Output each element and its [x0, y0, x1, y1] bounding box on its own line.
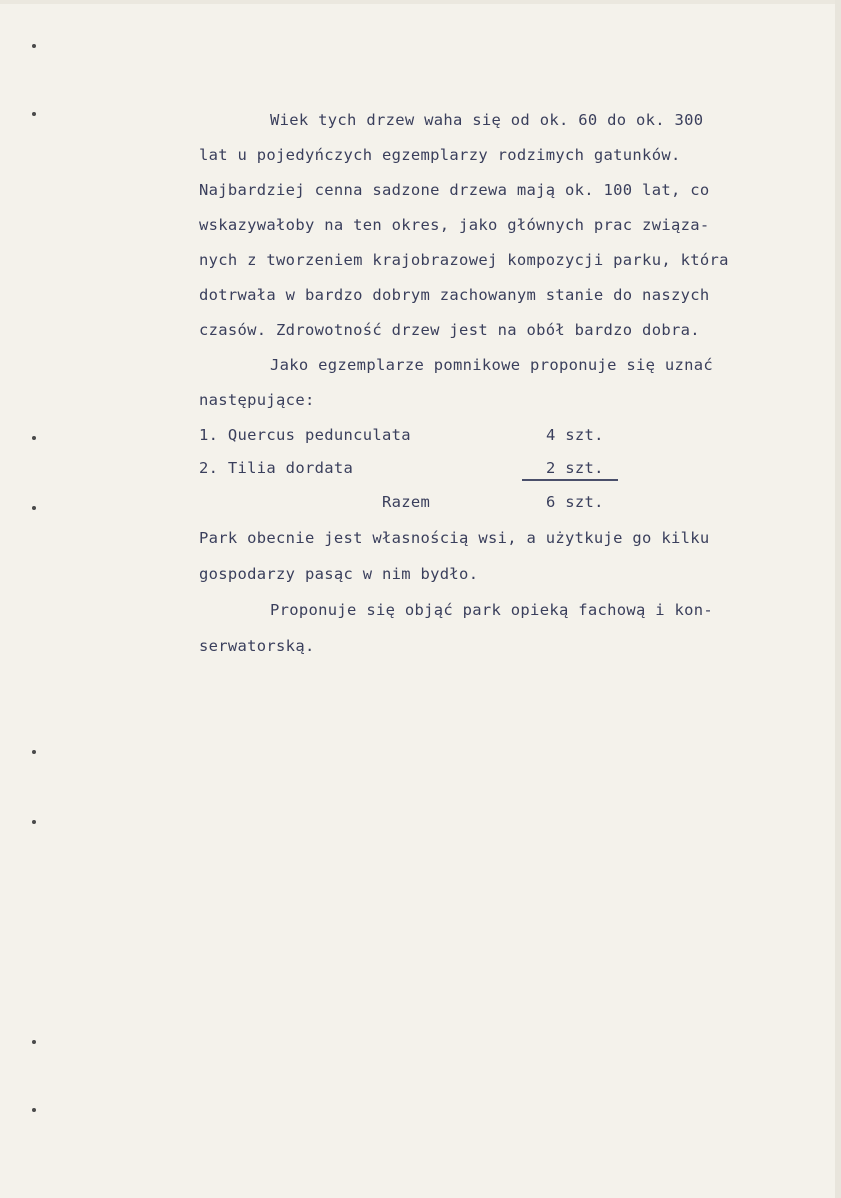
text-line: lat u pojedyńczych egzemplarzy rodzimych gatunków.	[199, 146, 681, 164]
text-line: wskazywałoby na ten okres, jako głównych prac związa-	[199, 216, 710, 234]
page-edge-right	[835, 0, 841, 1198]
page-edge-top	[0, 0, 841, 4]
text-line: gospodarzy pasąc w nim bydło.	[199, 565, 479, 583]
margin-mark	[32, 750, 36, 754]
list-item-qty: 2 szt.	[546, 459, 604, 477]
list-item-name: 1. Quercus pedunculata	[199, 426, 411, 444]
margin-mark	[32, 436, 36, 440]
margin-mark	[32, 820, 36, 824]
text-line: Proponuje się objąć park opieką fachową i kon-	[270, 601, 714, 619]
text-line: Jako egzemplarze pomnikowe proponuje się uznać	[270, 356, 714, 374]
margin-mark	[32, 44, 36, 48]
text-line: Wiek tych drzew waha się od ok. 60 do ok. 300	[270, 111, 704, 129]
sum-underline	[522, 479, 618, 481]
total-label: Razem	[382, 493, 431, 511]
list-item-name: 2. Tilia dordata	[199, 459, 354, 477]
margin-mark	[32, 112, 36, 116]
margin-mark	[32, 1108, 36, 1112]
text-line: czasów. Zdrowotność drzew jest na obół bardzo dobra.	[199, 321, 700, 339]
list-item-qty: 4 szt.	[546, 426, 604, 444]
text-line: następujące:	[199, 391, 315, 409]
margin-mark	[32, 1040, 36, 1044]
text-line: Najbardziej cenna sadzone drzewa mają ok. 100 lat, co	[199, 181, 710, 199]
text-line: dotrwała w bardzo dobrym zachowanym stanie do naszych	[199, 286, 710, 304]
margin-mark	[32, 506, 36, 510]
text-line: serwatorską.	[199, 637, 315, 655]
text-line: nych z tworzeniem krajobrazowej kompozycji parku, która	[199, 251, 729, 269]
text-line: Park obecnie jest własnością wsi, a użytkuje go kilku	[199, 529, 710, 547]
total-qty: 6 szt.	[546, 493, 604, 511]
